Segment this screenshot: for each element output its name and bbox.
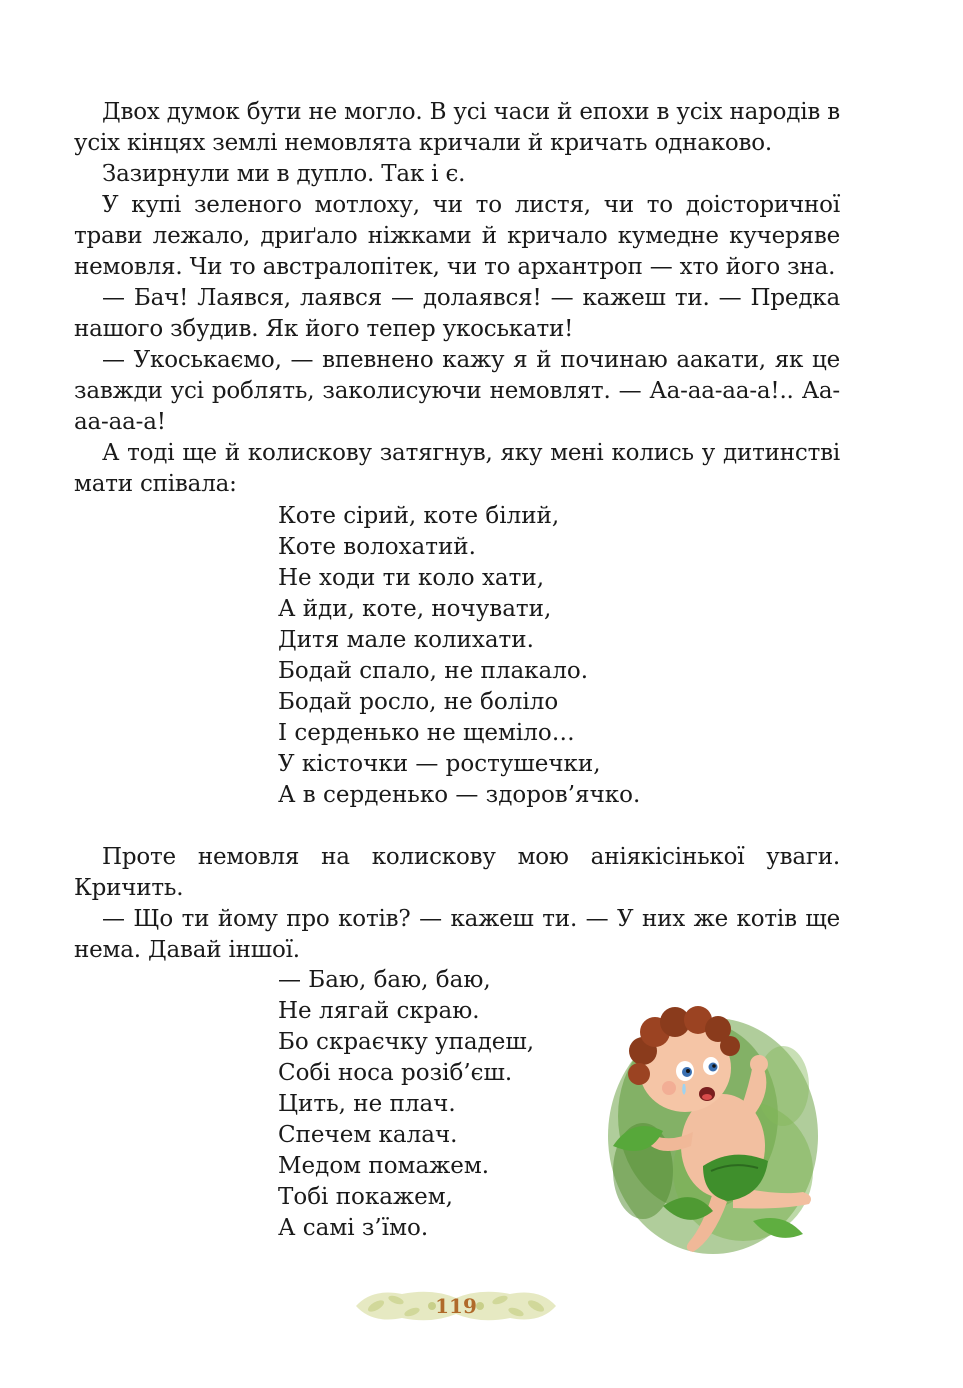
poem-line: Собі носа розіб’єш. [278,1060,513,1086]
crying-baby-illustration [603,996,821,1258]
page-number: 119 [435,1294,477,1318]
paragraph: — Укоськаємо, — впевнено кажу я й починаю аакати, як це завжди усі роблять, заколисуючи немовлят. — Аа-аа-аа-а!.. Аа-аа-аа-а! [74,347,840,435]
poem-line: Тобі покажем, [278,1184,453,1210]
poem-line: Дитя мале колихати. [278,627,534,653]
paragraph: — Що ти йому про котів? — кажеш ти. — У них же котів ще нема. Давай іншої. [74,906,840,963]
poem-cat-lullaby [278,501,640,811]
poem-line: Медом помажем. [278,1153,490,1179]
poem-line: Бодай росло, не боліло [278,689,559,715]
poem-line: А йди, коте, ночувати, [278,596,552,622]
paragraph: Двох думок бути не могло. В усі часи й епохи в усіх народів в усіх кінцях землі немовлята кричали й кричать однаково. [74,99,840,156]
poem-line: Не лягай скраю. [278,998,480,1024]
poem-bayu-lullaby [278,965,534,1244]
text-block-mid [74,842,840,966]
paragraph: А тоді ще й колискову затягнув, яку мені колись у дитинстві мати співала: [74,440,840,497]
poem-line: Спечем калач. [278,1122,458,1148]
poem-line: — Баю, баю, баю, [278,967,491,993]
poem-line: Цить, не плач. [278,1091,456,1117]
poem-line: Бодай спало, не плакало. [278,658,589,684]
paragraph: Зазирнули ми в дупло. Так і є. [102,161,466,187]
paragraph: У купі зеленого мотлоху, чи то листя, чи то доісторичної трави лежало, дриґало ніжками й кричало кумедне кучеряве немовля. Чи то австралопітек, чи то архантроп — хто його зна. [74,192,840,280]
poem-line: А самі з’їмо. [278,1215,429,1241]
poem-line: У кісточки — ростушечки, [278,751,601,777]
paragraph: — Бач! Лаявся, лаявся — долаявся! — кажеш ти. — Предка нашого збудив. Як його тепер укоськати! [74,285,840,342]
poem-line: І серденько не щеміло… [278,720,575,746]
poem-line: Коте сірий, коте білий, [278,503,560,529]
poem-line: Бо скраєчку упадеш, [278,1029,535,1055]
poem-line: Коте волохатий. [278,534,476,560]
page-number-badge [352,1284,560,1328]
text-block-top [74,97,840,500]
poem-line: А в серденько — здоров’ячко. [278,782,641,808]
paragraph: Проте немовля на колискову мою аніякісінької уваги. Кричить. [74,844,840,901]
poem-line: Не ходи ти коло хати, [278,565,545,591]
